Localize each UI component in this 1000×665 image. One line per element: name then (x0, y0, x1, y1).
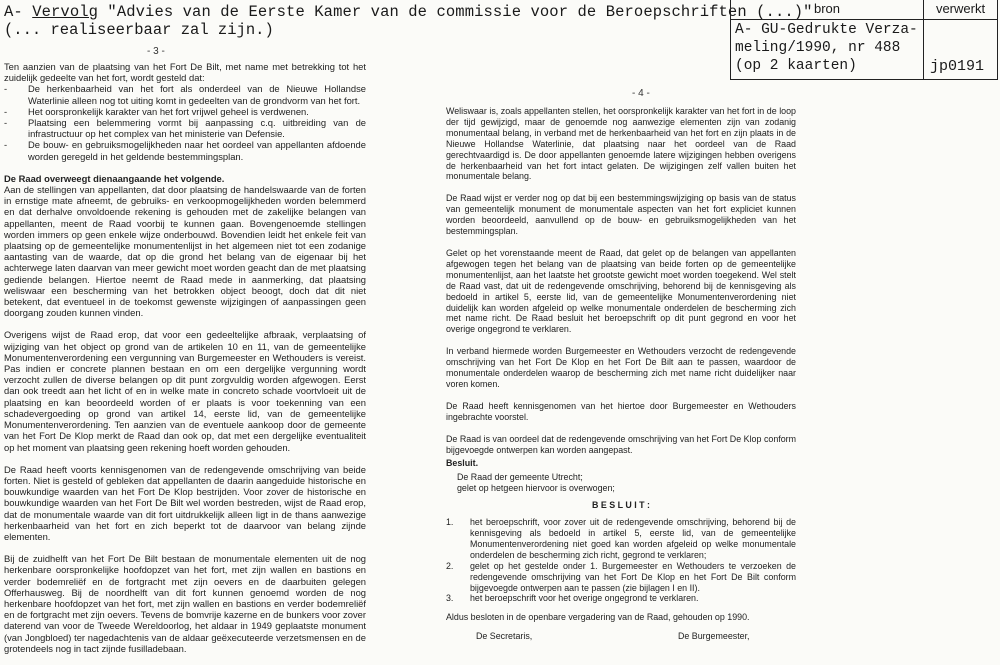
card-verwerkt-label: verwerkt (935, 1, 986, 16)
besluit-label: Besluit. (446, 458, 479, 469)
besluit-heading: B E S L U I T : (591, 500, 651, 511)
bullet-item: - De bouw- en gebruiksmogelijkheden naar het oordeel van appellanten afdoende worden geregeld in het geldende bestemmingsplan. (4, 139, 366, 162)
header-title-line-2: (... realiseerbaar zal zijn.) (4, 21, 274, 39)
card-id: jp0191 (930, 58, 985, 75)
paragraph: Bij de zuidhelft van het Fort De Bilt bestaan de monumentale elementen uit de nog herkenbare oorspronkelijke hoofdopzet van het fort, met zijn wallen en bastions en verder bodemreliëf en de fortgracht met zijn oevers en de daarbuiten gelegen Offerhausweg. Bij de noordhelft van dit fort kunnen genoemd worden de nog herkenbare hoofdopzet van het fort, met zijn wallen en bastions en verder bodemreliëf en de fortgracht met zijn oevers. Tevens de bomvrije kazerne en de bunkers voor zover daterend van voor de Tweede Wereldoorlog, het aldaar in 1949 geplaatste monument (van Jongbloed) ter nagedachtenis van de aldaar geëxecuteerde verzetsmensen en de grotendeels nog in tact zijnde fusilladebaan. (4, 553, 366, 654)
paragraph: De Raad heeft kennisgenomen van het hiertoe door Burgemeester en Wethouders ingebrachte voorstel. (446, 400, 796, 422)
left-page-column (4, 61, 366, 665)
closing-text: Aldus besloten in de openbare vergadering van de Raad, gehouden op 1990. (446, 612, 750, 623)
right-page-column (446, 106, 796, 643)
header-title-line-1 (4, 3, 813, 21)
vervolg-label: Vervolg (32, 3, 99, 21)
paragraph: De Raad wijst er verder nog op dat bij een bestemmingswijziging op basis van de status van gemeentelijk monument de monumentale aspecten van het fort expliciet kunnen worden beoordeeld, aanvullend op de bouw- en gebruiksmogelijkheden van het bestemmingsplan. (446, 193, 796, 237)
signature-row (446, 631, 796, 643)
page-number-right: - 4 - (632, 88, 650, 99)
besluit-item: 3. het beroepschrift voor het overige ongegrond te verklaren. (446, 593, 699, 604)
header-quote-title: "Advies van de Eerste Kamer van de commissie voor de Beroepschriften (...)" (98, 3, 813, 21)
besluit-item: 2. gelet op het gestelde onder 1. Burgemeester en Wethouders te verzoeken de redengevende omschrijving van het Fort De Klop en het Fort De Bilt conform bijgevoegde ontwerpen aan te passen (zie bijlagen I en II). (446, 560, 796, 593)
paragraph: In verband hiermede worden Burgemeester en Wethouders verzocht de redengevende omschrijving van het Fort De Klop en het Fort De Bilt aan te passen, waardoor de monumentale onderdelen waarop de bescherming zich met name richt duidelijker naar voren komen. (446, 346, 796, 389)
bullet-item: - Het oorspronkelijk karakter van het fort vrijwel geheel is verdwenen. (4, 105, 309, 117)
paragraph: Overigens wijst de Raad erop, dat voor een gedeeltelijke afbraak, verplaatsing of wijziging van het object op grond van de artikelen 10 en 11, van de gemeentelijke Monumentenverordening een vergunning van Burgemeester en Wethouders is vereist. Pas indien er concrete plannen bestaan en om een dergelijke vergunning wordt verzocht zullen de diverse belangen op dit punt zorgvuldig worden afgewogen. Eerst dan ook treedt aan het licht of en in welke mate in concreto schade voortvloeit uit de plaatsing en kan beoordeeld worden of er plaats is voor toekenning van een schadevergoeding op grond van artikel 14, eerste lid, van de gemeentelijke Monumentenverordening. Ten aanzien van de eventuele aankoop door de gemeente van het Fort De Klop merkt de Raad dan ook op, dat met een dergelijke eventualiteit op het moment van plaatsing geen rekening hoeft worden gehouden. (4, 329, 366, 453)
header-prefix: A- (4, 3, 33, 21)
paragraph: Aan de stellingen van appellanten, dat door plaatsing de handelswaarde van de forten in ernstige mate afneemt, de gebruiks- en verkoopmogelijkheden worden belemmerd en dat derhalve onvoldoende rekening is gehouden met de zakelijke belangen van appellanten, meent de Raad voorbij te kunnen gaan. Bovengenoemde stellingen worden immers op geen enkele wijze onderbouwd. Bovendien leidt het enkele feit van plaatsing op de gemeentelijke monumentenlijst in het algemeen niet tot een zodanige aantasting van de waarde, dat op die grond het belang van de eigenaar bij het achterwege laten daarvan van meer gewicht moet worden geacht dan de met plaatsing gediende belangen. Hiertoe neemt de Raad mede in aanmerking, dat plaatsing weliswaar een bescherming van het betrokken object beoogt, doch dat dit niet betekent, dat eventueel in de toekomst gewenste wijzigingen of aanpassingen geen doorgang zouden kunnen vinden. (4, 184, 366, 319)
raad-line: gelet op hetgeen hiervoor is overwogen; (457, 483, 615, 494)
paragraph: De Raad is van oordeel dat de redengevende omschrijving van het Fort De Klop conform bijgevoegde ontwerpen kan worden aangepast. (446, 433, 796, 455)
paragraph: Gelet op het vorenstaande meent de Raad, dat gelet op de belangen van appellanten afgewogen tegen het belang van de plaatsing van beide forten op de gemeentelijke monumentenlijst, aan het laatste het grootste gewicht moet worden toegekend. Wel stelt de Raad vast, dat uit de redengevende omschrijving, behorend bij de kennisgeving als bedoeld in artikel 5, eerste lid, van de gemeentelijke Monumentenverordening niet duidelijk kan worden afgeleid op welke monumentale onderdelen de bescherming zich met name richt. De Raad besluit het beroepschrift op dit punt gegrond en voor het overige ongegrond te verklaren. (446, 247, 796, 335)
bullet-item: - Plaatsing een belemmering vormt bij aanpassing c.q. uitbreiding van de infrastructuur op het complex van het ministerie van Defensie. (4, 117, 366, 140)
page-number-left: - 3 - (147, 46, 165, 57)
bullet-item: - De herkenbaarheid van het fort als onderdeel van de Nieuwe Hollandse Waterlinie alleen nog tot uiting komt in gedeelten van de grondvorm van het fort. (4, 83, 366, 106)
secretaris-label: De Secretaris, (476, 631, 533, 642)
raad-heading: De Raad overweegt dienaangaande het volgende. (4, 172, 225, 184)
paragraph: Weliswaar is, zoals appellanten stellen, het oorspronkelijk karakter van het fort in de loop der tijd gewijzigd, maar de genoemde nog aanwezige elementen zijn van zodanig monumentaal belang, in verband met de herkenbaarheid van het fort en zijn plaats in de Nieuwe Hollandse Waterlinie, dat plaatsing naar het oordeel van de Raad gerechtvaardigd is. De door appellanten genoemde latere wijzigingen hebben overigens de herkenbaarheid van het fort intact gelaten. De wijzigingen zelf vallen buiten het monumentale belang. (446, 106, 796, 182)
card-source-text: A- GU-Gedrukte Verza- meling/1990, nr 488 (op 2 kaarten) (735, 22, 918, 74)
card-bron-label: bron (813, 1, 841, 16)
paragraph: De Raad heeft voorts kennisgenomen van de redengevende omschrijving van beide forten. Niet is gesteld of gebleken dat appellanten de daarin aangeduide historische en bouwkundige waarden van het Fort De Klop bestrijden. Voor zover de historische en bouwkundige waarden van het Fort De Bilt wel worden bestreden, wijst de Raad erop, dat de monumentale waarde van dit fort uitdrukkelijk alleen ligt in de thans aanwezige herkenbaarheid van het fort en zich beperkt tot de daarvoor van belang zijnde elementen. (4, 463, 366, 542)
burgemeester-label: De Burgemeester, (678, 631, 750, 642)
besluit-item: 1. het beroepschrift, voor zover uit de redengevende omschrijving, behorend bij de kennisgeving als bedoeld in artikel 5, eerste lid, van de gemeentelijke Monumentenverordening niet goed kan worden afgeleid op welke monumentale onderdelen de bescherming zich richt, gegrond te verklaren; (446, 517, 796, 560)
raad-line: De Raad der gemeente Utrecht; (457, 472, 583, 483)
archive-card (730, 0, 998, 80)
left-intro: Ten aanzien van de plaatsing van het Fort De Bilt, met name met betrekking tot het zuidelijk gedeelte van het fort, wordt gesteld dat: (4, 61, 366, 84)
